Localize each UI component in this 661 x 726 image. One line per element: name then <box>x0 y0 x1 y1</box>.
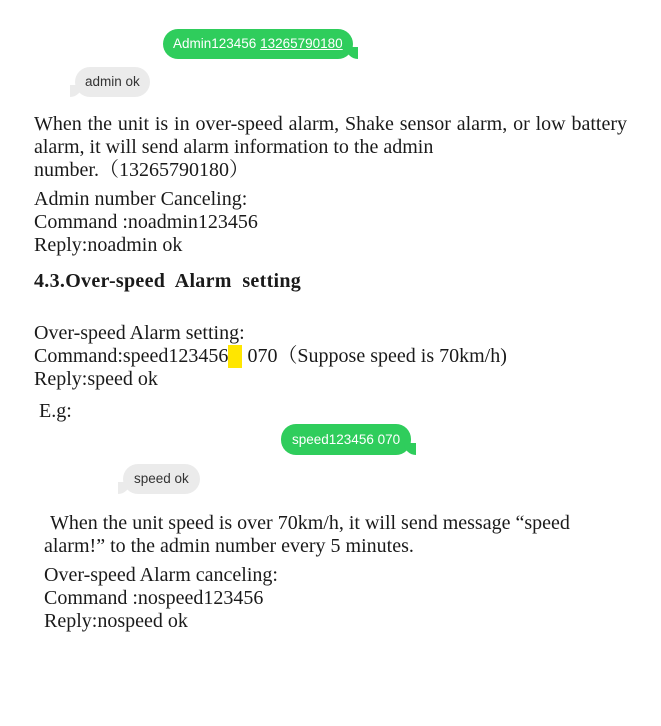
speed-alarm-description: When the unit speed is over 70km/h, it will send message “speed <box>50 512 570 534</box>
outgoing-message-text: speed123456 070 <box>292 432 401 447</box>
paragraph-line: When the unit is in over-speed alarm, Shake sensor alarm, or low <box>34 113 566 135</box>
highlighted-space <box>228 345 242 368</box>
speed-setting-reply: Reply:speed ok <box>34 368 158 390</box>
outgoing-message-text: Admin123456 <box>173 36 261 51</box>
outgoing-message-speed <box>281 424 411 455</box>
paragraph-line: number.（13265790180） <box>34 159 249 181</box>
speed-cancel-reply: Reply:nospeed ok <box>44 610 188 632</box>
alarm-description-paragraph <box>34 113 627 182</box>
speed-setting-title: Over-speed Alarm setting: <box>34 322 245 344</box>
command-text: Command:speed123456 <box>34 345 229 367</box>
speed-alarm-description: alarm!” to the admin number every 5 minutes. <box>44 535 414 557</box>
incoming-message-speed-ok <box>123 464 200 494</box>
example-label: E.g: <box>39 400 72 422</box>
incoming-message-admin-ok <box>75 67 150 97</box>
speed-cancel-title: Over-speed Alarm canceling: <box>44 564 278 586</box>
section-heading: 4.3.Over-speed Alarm setting <box>34 270 302 292</box>
admin-cancel-reply: Reply:noadmin ok <box>34 234 183 256</box>
speed-setting-command <box>34 345 507 368</box>
paragraph-line: battery alarm, it will send alarm information to the admin <box>34 113 627 158</box>
speed-cancel-command: Command :nospeed123456 <box>44 587 264 609</box>
admin-cancel-command: Command :noadmin123456 <box>34 211 258 233</box>
phone-number-link[interactable]: 13265790180 <box>260 36 343 51</box>
admin-cancel-title: Admin number Canceling: <box>34 188 248 210</box>
outgoing-message-admin <box>163 29 353 59</box>
incoming-message-text: speed ok <box>134 471 189 486</box>
incoming-message-text: admin ok <box>85 74 140 89</box>
command-suffix: 070（Suppose speed is 70km/h) <box>242 345 507 367</box>
